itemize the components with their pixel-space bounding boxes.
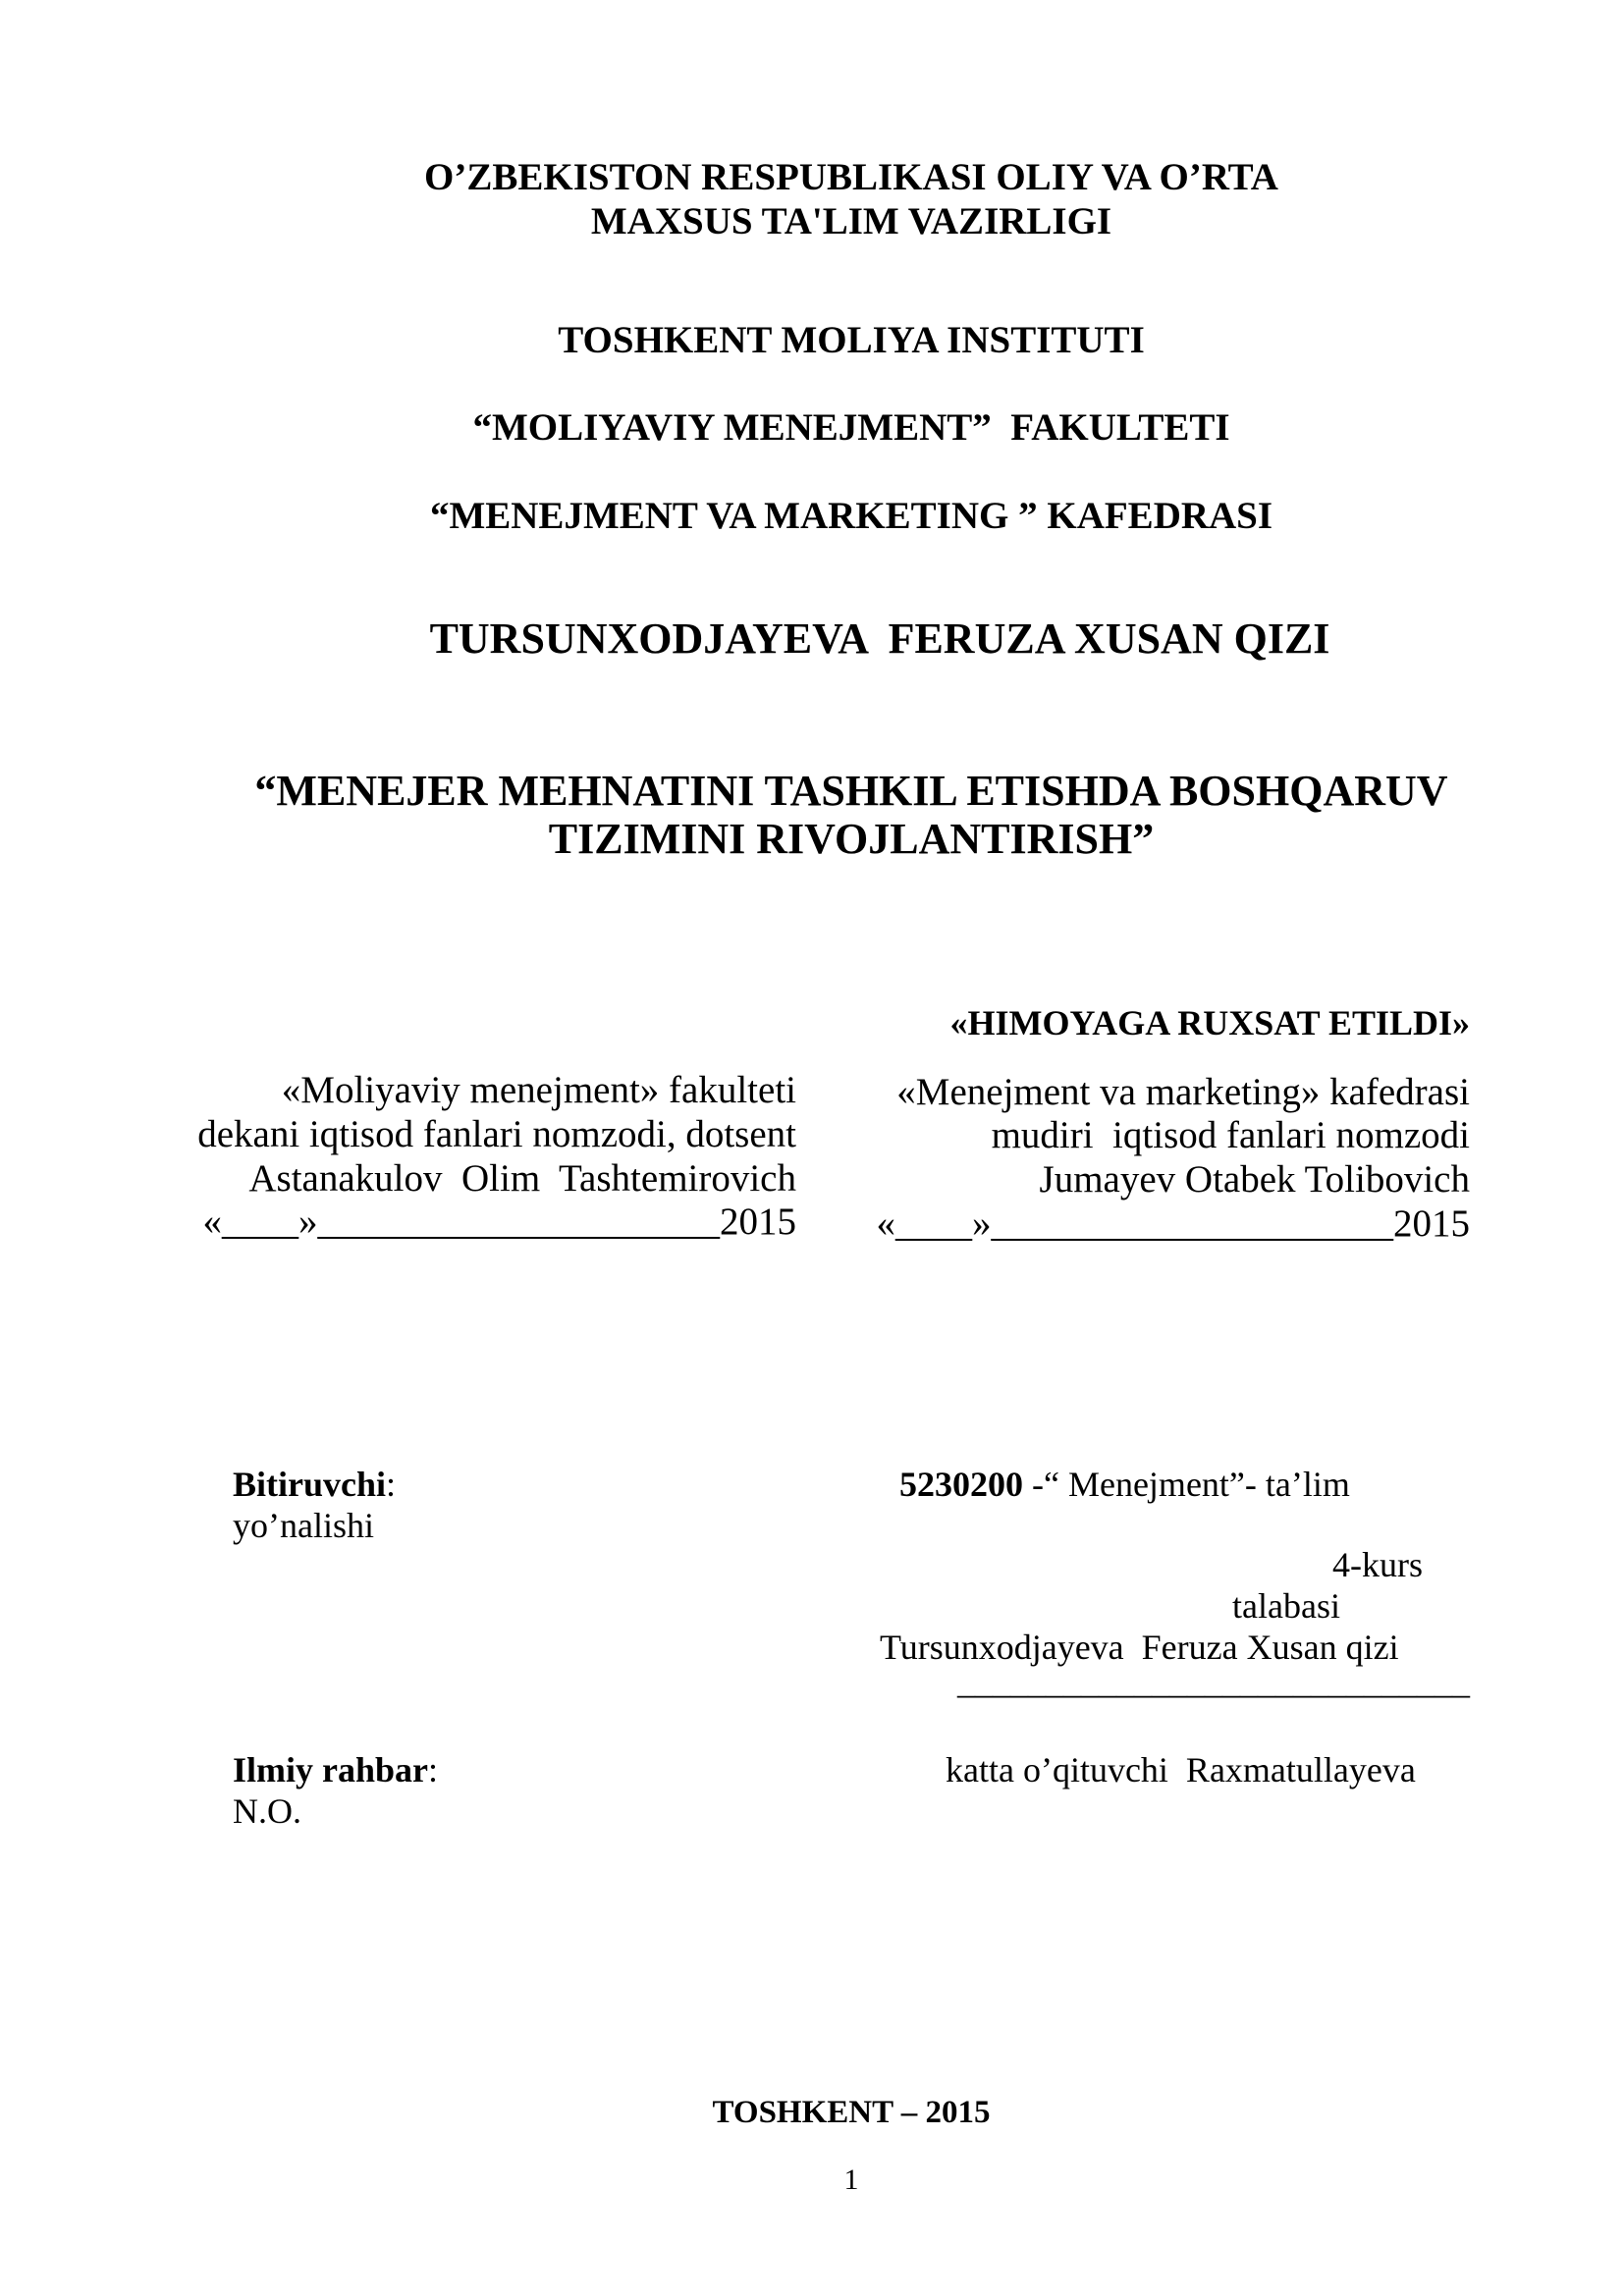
supervisor-label-line	[233, 1749, 438, 1790]
program-line	[899, 1464, 1350, 1505]
thesis-title-line-2: TIZIMINI RIVOJLANTIRISH”	[548, 815, 1155, 863]
faculty-name: “MOLIYAVIY MENEJMENT” FAKULTETI	[472, 406, 1230, 449]
ministry-line-2: MAXSUS TA'LIM VAZIRLIGI	[590, 200, 1112, 242]
student-status: talabasi	[1232, 1586, 1340, 1626]
signature-line: _____________________________	[957, 1662, 1470, 1701]
head-title-line: mudiri iqtisod fanlari nomzodi	[991, 1114, 1470, 1156]
approval-heading: «HIMOYAGA RUXSAT ETILDI»	[949, 1003, 1470, 1042]
dean-faculty-line: «Moliyaviy menejment» fakulteti	[281, 1069, 796, 1111]
author-name: TURSUNXODJAYEVA FERUZA XUSAN QIZI	[429, 614, 1330, 663]
head-date-line: «____»_____________________2015	[876, 1202, 1470, 1245]
place-year: TOSHKENT – 2015	[712, 2095, 991, 2130]
course-year: 4-kurs	[1332, 1545, 1423, 1584]
supervisor-title-name: katta o’qituvchi Raxmatullayeva	[946, 1750, 1416, 1789]
supervisor-label-colon: :	[428, 1750, 439, 1789]
head-name: Jumayev Otabek Tolibovich	[1039, 1158, 1470, 1201]
dean-title-line: dekani iqtisod fanlari nomzodi, dotsent	[197, 1113, 796, 1155]
program-text-continuation: yo’nalishi	[233, 1506, 374, 1545]
institute-name: TOSHKENT MOLIYA INSTITUTI	[558, 319, 1145, 361]
program-text: -“ Menejment”- ta’lim	[1023, 1465, 1350, 1504]
thesis-title-line-1: “MENEJER MEHNATINI TASHKIL ETISHDA BOSHQARUV	[254, 767, 1448, 815]
ministry-line-1: O’ZBEKISTON RESPUBLIKASI OLIY VA O’RTA	[424, 156, 1278, 198]
graduate-label: Bitiruvchi	[233, 1465, 387, 1504]
head-department-line: «Menejment va marketing» kafedrasi	[896, 1071, 1470, 1113]
graduate-name: Tursunxodjayeva Feruza Xusan qizi	[880, 1628, 1399, 1667]
supervisor-label: Ilmiy rahbar	[233, 1750, 429, 1789]
program-code: 5230200	[899, 1465, 1023, 1504]
dean-name: Astanakulov Olim Tashtemirovich	[248, 1157, 796, 1200]
graduate-label-line	[233, 1464, 396, 1505]
supervisor-initials: N.O.	[233, 1791, 301, 1831]
dean-date-line: «____»_____________________2015	[202, 1201, 796, 1243]
department-name: “MENEJMENT VA MARKETING ” KAFEDRASI	[429, 495, 1273, 537]
graduate-label-colon: :	[386, 1465, 397, 1504]
page-number: 1	[843, 2163, 859, 2196]
